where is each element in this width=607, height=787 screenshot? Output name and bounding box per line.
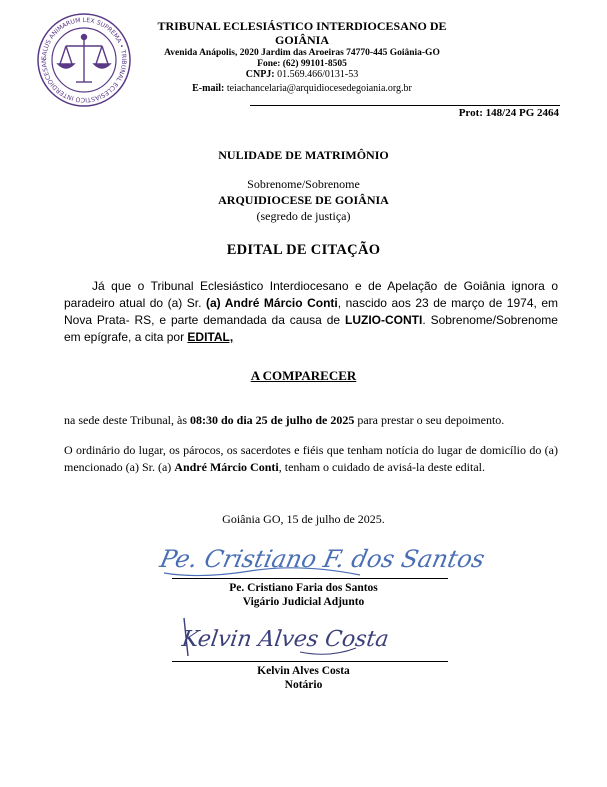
case-name: LUZIO-CONTI xyxy=(345,313,423,328)
signatory-2 xyxy=(0,664,607,693)
signature-icon xyxy=(157,533,488,581)
citation-paragraph xyxy=(64,278,558,346)
case-heading xyxy=(0,176,607,225)
signature-2-handwriting xyxy=(180,612,391,662)
signatory-1 xyxy=(0,581,607,610)
respondent-name-2: André Márcio Conti xyxy=(174,460,279,475)
case-diocese: ARQUIDIOCESE DE GOIÂNIA xyxy=(218,193,389,208)
p2-text-a: na sede deste Tribunal, às xyxy=(64,413,190,427)
svg-text:Kelvin Alves Costa: Kelvin Alves Costa xyxy=(180,626,391,652)
cnpj-value: 01.569.466/0131-53 xyxy=(277,69,359,81)
p2-text-c: para prestar o seu depoimento. xyxy=(354,413,505,427)
signatory-2-role: Notário xyxy=(284,679,323,692)
appearance-paragraph xyxy=(64,412,558,429)
notice-paragraph xyxy=(64,442,558,476)
seal-icon xyxy=(36,12,132,108)
p1-text-e: . Sobrenome/Sobrenome em epígrafe, a cita por xyxy=(64,313,558,345)
seal-ring-text: SALUS ANIMARUM LEX SUPREMA • TRIBUNAL ECLESIÁSTICO INTERDIOCESAN xyxy=(40,16,128,104)
cnpj-label: CNPJ: xyxy=(245,69,275,81)
p3-text-c: , tenham o cuidado de avisá-la deste edital. xyxy=(278,460,485,475)
tribunal-cnpj xyxy=(132,69,472,81)
email-label: E-mail: xyxy=(192,82,225,94)
tribunal-phone: Fone: (62) 99101-8505 xyxy=(257,58,347,69)
tribunal-email xyxy=(132,83,472,95)
letterhead xyxy=(132,20,472,94)
case-secrecy: (segredo de justiça) xyxy=(256,209,351,224)
p1-text-a: Já que o Tribunal Eclesiástico Interdiocesano e de Apelação de Goiânia ignora o paradeiro atual do (a) Sr. xyxy=(64,279,558,311)
signature-2-line xyxy=(172,661,448,662)
edital-word: EDITAL, xyxy=(187,330,234,345)
date-line: Goiânia GO, 15 de julho de 2025. xyxy=(222,512,385,526)
tribunal-address: Avenida Anápolis, 2020 Jardim das Aroeiras 74770-445 Goiânia-GO xyxy=(164,47,440,58)
signatory-1-role: Vigário Judicial Adjunto xyxy=(242,596,365,609)
tribunal-name: TRIBUNAL ECLESIÁSTICO INTERDIOCESANO DE GOIÂNIA xyxy=(157,19,447,47)
edital-title: EDITAL DE CITAÇÃO xyxy=(226,242,381,258)
respondent-name: (a) André Márcio Conti xyxy=(205,296,338,311)
p3-text-a: O ordinário do lugar, os párocos, os sacerdotes e fiéis que tenham notícia do lugar de domicílio do (a) mencionado (a) Sr. (a) xyxy=(64,443,558,475)
signature-icon-2 xyxy=(180,612,391,662)
signature-1-line xyxy=(172,578,448,579)
tribunal-seal xyxy=(36,12,132,108)
comparecer-heading: A COMPARECER xyxy=(250,368,357,383)
case-parties: Sobrenome/Sobrenome xyxy=(247,177,360,191)
header-divider xyxy=(250,105,560,106)
signatory-1-name: Pe. Cristiano Faria dos Santos xyxy=(229,582,378,594)
appearance-datetime: 08:30 do dia 25 de julho de 2025 xyxy=(189,413,355,427)
protocol-number: Prot: 148/24 PG 2464 xyxy=(458,107,559,119)
signatory-2-name: Kelvin Alves Costa xyxy=(257,665,350,677)
svg-text:Pe. Cristiano F. dos Santos: Pe. Cristiano F. dos Santos xyxy=(157,544,488,573)
email-value[interactable]: teiachancelaria@arquidiocesedegoiania.org.br xyxy=(226,82,412,94)
signature-1-handwriting xyxy=(157,533,488,581)
case-type: NULIDADE DE MATRIMÔNIO xyxy=(218,148,389,162)
p1-text-c: , nascido aos 23 de março de 1974, em Nova Prata- RS, e parte demandada da causa de xyxy=(64,296,559,328)
